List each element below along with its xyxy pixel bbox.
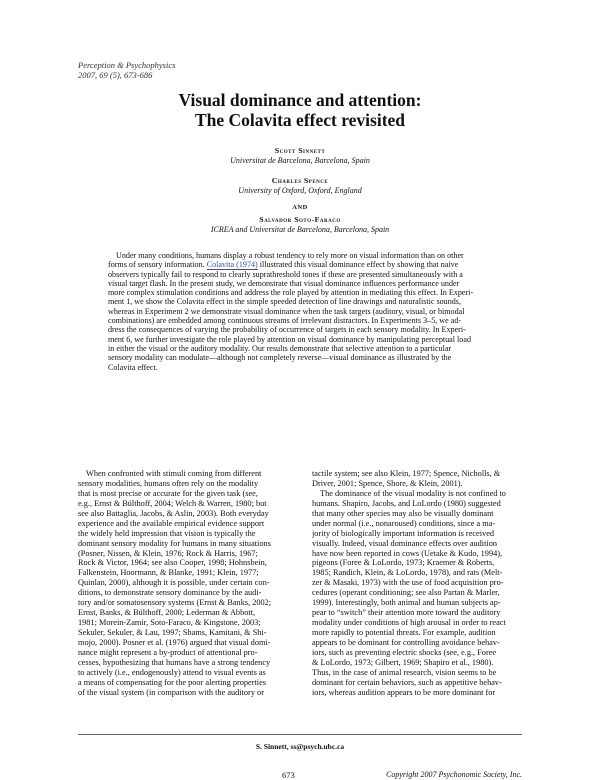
- body-line: & LoLordo, 1973; Gilbert, 1969; Shapiro et al., 1980).: [312, 657, 494, 667]
- body-line: ditions, to demonstrate sensory dominance by the audi-: [78, 588, 262, 598]
- body-line: zer & Masaki, 1973) with the use of food acquisition pro-: [312, 578, 504, 588]
- body-line: sensory modalities, humans often rely on the modality: [78, 478, 259, 488]
- body-line: dominant sensory modality for humans in many situations: [78, 538, 271, 548]
- body-line: cedures (operant conditioning; see also Partan & Marler,: [312, 588, 500, 598]
- abstract: [108, 251, 492, 372]
- author-conjunction: AND: [292, 204, 308, 211]
- body-line: iors, whereas audition appears to be more dominant for: [312, 687, 496, 697]
- body-line: mojo, 2000). Posner et al. (1976) argued that visual domi-: [78, 637, 271, 647]
- body-line: tory and/or somatosensory systems (Ernst & Banks, 2002;: [78, 598, 272, 608]
- author-affiliation-1: Universitat de Barcelona, Barcelona, Spain: [230, 156, 370, 165]
- body-line: pear to “switch” their attention more toward the auditory: [312, 608, 501, 618]
- body-line: modality under conditions of high arousal in order to react: [312, 618, 506, 628]
- body-line: e.g., Ernst & Bülthoff, 2004; Welch & Warren, 1980; but: [78, 498, 267, 508]
- paper-title: [0, 90, 600, 130]
- body-line: see also Battaglia, Jacobs, & Aslin, 2003). Both everyday: [78, 508, 269, 518]
- body-line: Driver, 2001; Spence, Shore, & Klein, 2001).: [312, 478, 463, 488]
- corresponding-email: S. Sinnett, ss@psych.ubc.ca: [255, 742, 345, 751]
- abstract-line: combinations) are embedded among continuous streams of irrelevant distractors. In Experiments 3–5, we ad-: [108, 316, 462, 326]
- abstract-line: observers typically fail to respond to clearly suprathreshold tones if these are presented simultaneously with a: [108, 269, 463, 279]
- body-line: Sekuler, Sekuler, & Lau, 1997; Shams, Kamitani, & Shi-: [78, 628, 267, 637]
- body-line: experience and the available empirical evidence support: [78, 518, 265, 528]
- footnote-divider: [78, 734, 522, 735]
- body-line: Falkenstein, Hoormann, & Blanke, 1991; Klein, 1977;: [78, 568, 259, 578]
- body-line: nance might represent a by-product of attentional pro-: [78, 647, 258, 657]
- body-line: dominant for certain behaviors, such as appetitive behav-: [312, 677, 502, 687]
- body-line: humans. Shapiro, Jacobs, and LoLordo (1980) suggested: [312, 498, 501, 508]
- title-line-1: Visual dominance and attention:: [178, 90, 422, 110]
- author-affiliation-3: ICREA and Universitat de Barcelona, Barcelona, Spain: [210, 225, 390, 234]
- journal-name: Perception & Psychophysics: [78, 60, 176, 70]
- abstract-line: in either the visual or the auditory modality. Our results demonstrate that selective attention to a particular: [108, 343, 452, 353]
- body-line: appears to be dominant for controlling avoidance behav-: [312, 637, 500, 647]
- body-line: (Posner, Nissen, & Klein, 1976; Rock & Harris, 1967;: [78, 548, 258, 558]
- body-line: more rapidly to potential threats. For example, audition: [312, 628, 496, 637]
- body-line: 1985; Randich, Klein, & LoLordo, 1978), and rats (Melt-: [312, 568, 503, 578]
- author-name-2: Charles Spence: [271, 176, 329, 185]
- abstract-line: [108, 260, 492, 269]
- colavita-citation-link[interactable]: Colavita (1974): [206, 260, 258, 270]
- body-line: Rock & Victor, 1964; see also Cooper, 1998; Hohnsbein,: [78, 558, 267, 568]
- body-line: 1981; Morein-Zamir, Soto-Faraco, & Kingstone, 2003;: [78, 618, 261, 628]
- body-column-left: [78, 469, 302, 698]
- body-column-right: [312, 469, 536, 698]
- abstract-line: Colavita effect.: [108, 362, 158, 372]
- body-line: pigeons (Foree & LoLordo, 1973; Kraemer & Roberts,: [312, 558, 495, 568]
- abstract-text: forms of sensory information.: [108, 260, 205, 270]
- body-line: jority of biologically important information is received: [312, 528, 495, 538]
- body-line: iors, such as preventing electric shocks (see, e.g., Foree: [312, 647, 497, 657]
- author-affiliation-2: University of Oxford, Oxford, England: [238, 186, 362, 195]
- journal-header: [78, 60, 278, 80]
- body-line: The dominance of the visual modality is not confined to: [320, 488, 506, 498]
- abstract-line: whereas in Experiment 2 we demonstrate visual dominance when the task targets (auditory, visual, or bimodal: [108, 306, 465, 316]
- body-line: 1999). Interestingly, both animal and human subjects ap-: [312, 598, 501, 608]
- title-line-2: The Colavita effect revisited: [194, 110, 406, 130]
- journal-citation: 2007, 69 (5), 673-686: [78, 70, 153, 80]
- author-name-3: Salvador Soto-Faraco: [259, 215, 341, 224]
- abstract-line: sensory modality can modulate—although not completely reverse—visual dominance as illustrated by the: [108, 353, 452, 363]
- body-line: the widely held impression that vision is typically the: [78, 528, 256, 538]
- abstract-line: Under many conditions, humans display a robust tendency to rely more on visual information than on other: [116, 251, 464, 260]
- body-line: under normal (i.e., nonaroused) conditions, since a ma-: [312, 518, 496, 528]
- abstract-line: ment 6, we further investigate the role played by attention on visual dominance by manipulating perceptual load: [108, 334, 471, 344]
- abstract-line: dress the consequences of varying the probability of occurrence of targets in each sensory modality. In Experi-: [108, 325, 466, 335]
- author-name-1: Scott Sinnett: [274, 146, 326, 155]
- body-line: to actively (i.e., endogenously) attend to visual events as: [78, 667, 266, 677]
- abstract-line: visual target flash. In the present study, we demonstrate that visual dominance influences performance under: [108, 278, 460, 288]
- body-line: visually. Indeed, visual dominance effects over audition: [312, 538, 498, 548]
- abstract-text: illustrated this visual dominance effect by showing that naive: [257, 260, 459, 270]
- page-number: 673: [282, 770, 295, 780]
- abstract-line: more complex stimulation conditions and address the role played by attention in mediating this effect. In Experi-: [108, 288, 474, 298]
- body-line: of the visual system (in comparison with the auditory or: [78, 687, 264, 697]
- abstract-line: ment 1, we show the Colavita effect in the simple speeded detection of line drawings and naturalistic sounds,: [108, 297, 461, 307]
- copyright-notice: Copyright 2007 Psychonomic Society, Inc.: [386, 770, 522, 779]
- body-line: Ernst, Banks, & Bülthoff, 2000; Lederman & Abbott,: [78, 608, 256, 618]
- body-line: When confronted with stimuli coming from different: [86, 469, 262, 478]
- body-line: Thus, in the case of animal research, vision seems to be: [312, 667, 497, 677]
- body-line: tactile system; see also Klein, 1977; Spence, Nicholls, &: [312, 469, 501, 478]
- body-line: Quinlan, 2000), although it is possible, under certain con-: [78, 578, 270, 588]
- body-line: a means of compensating for the poor alerting properties: [78, 677, 267, 687]
- body-line: that many other species may also be visually dominant: [312, 508, 494, 518]
- body-line: that is most precise or accurate for the given task (see,: [78, 488, 258, 498]
- body-line: cesses, hypothesizing that humans have a strong tendency: [78, 657, 271, 667]
- body-line: have now been reported in cows (Uetake & Kudo, 1994),: [312, 548, 503, 558]
